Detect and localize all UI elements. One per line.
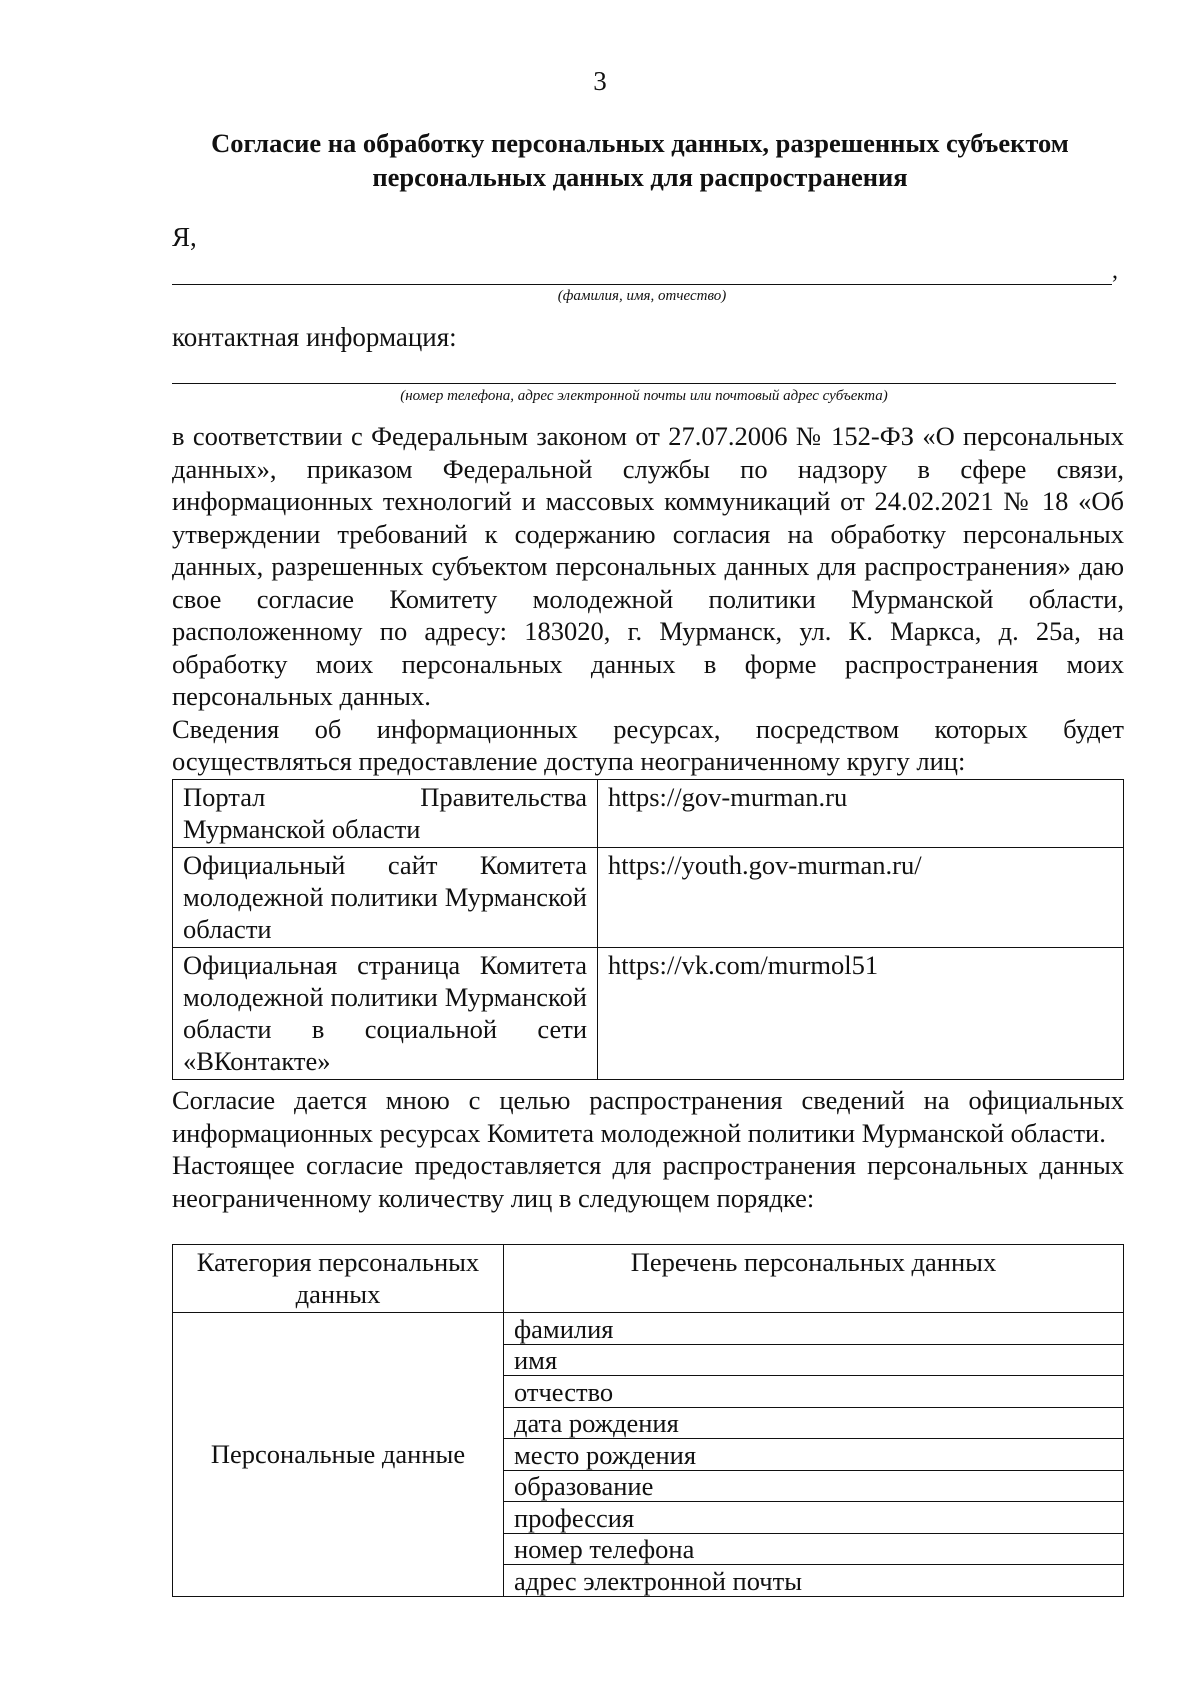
contact-blank-line [172,383,1116,384]
category-header: Категория персональных данных [173,1245,504,1313]
document-title [160,126,1120,194]
page-number: 3 [593,66,607,96]
resource-name: Портал Правительства Мурманской области [173,780,598,848]
data-item: профессия [504,1502,1124,1534]
data-item: номер телефона [504,1533,1124,1565]
contact-label: контактная информация: [172,322,457,352]
data-item: образование [504,1470,1124,1502]
resource-name: Официальная страница Комитета молодежной политики Мурманской области в социальной сети «ВКонтакте» [173,948,598,1080]
data-item: адрес электронной почты [504,1565,1124,1597]
data-item: отчество [504,1376,1124,1408]
resource-url: https://youth.gov-murman.ru/ [598,848,1124,948]
resources-table [172,779,1124,1080]
personal-data-table [172,1244,1124,1597]
resource-url: https://vk.com/murmol51 [598,948,1124,1080]
title-line-1: Согласие на обработку персональных данных, разрешенных субъектом [211,128,1069,158]
table-row [173,848,1124,948]
table-row [173,780,1124,848]
table-header-row [173,1245,1124,1313]
data-item: дата рождения [504,1407,1124,1439]
purpose-paragraph [172,1084,1124,1214]
contact-caption: (номер телефона, адрес электронной почты или почтовый адрес субъекта) [400,388,888,404]
table-row [173,948,1124,1080]
purpose-text: Согласие дается мною с целью распространения сведений на официальных информационных ресурсах Комитета молодежной политики Мурманской области. [172,1085,1124,1148]
title-line-2: персональных данных для распространения [372,162,908,192]
fio-blank-line [172,284,1112,285]
fio-caption: (фамилия, имя, отчество) [557,288,727,304]
resource-name: Официальный сайт Комитета молодежной политики Мурманской области [173,848,598,948]
resource-url: https://gov-murman.ru [598,780,1124,848]
ya-label: Я, [172,222,197,252]
fio-comma: , [1112,258,1118,284]
consent-text: в соответствии с Федеральным законом от 27.07.2006 № 152-ФЗ «О персональных данных», приказом Федеральной службы по надзору в сфере связи, информационных технологий и массовых коммуникаций от 24.02.2021 № 18 «Об утверждении требований к содержанию согласия на обработку персональных данных, разрешенных субъектом персональных данных для распространения» даю свое согласие Комитету молодежной политики Мурманской области, расположенному по адресу: 183020, г. Мурманск, ул. К. Маркса, д. 25а, на обработку моих персональных данных в форме распространения моих персональных данных. [172,421,1124,711]
data-item: место рождения [504,1439,1124,1471]
list-header: Перечень персональных данных [504,1245,1124,1313]
category-cell: Персональные данные [173,1313,504,1597]
resources-intro: Сведения об информационных ресурсах, посредством которых будет осуществляться предоставление доступа неограниченному кругу лиц: [172,713,1124,776]
data-item: имя [504,1344,1124,1376]
order-intro: Настоящее согласие предоставляется для распространения персональных данных неограниченному количеству лиц в следующем порядке: [172,1150,1124,1213]
table-row [173,1313,1124,1345]
consent-paragraph [172,420,1124,778]
data-item: фамилия [504,1313,1124,1345]
